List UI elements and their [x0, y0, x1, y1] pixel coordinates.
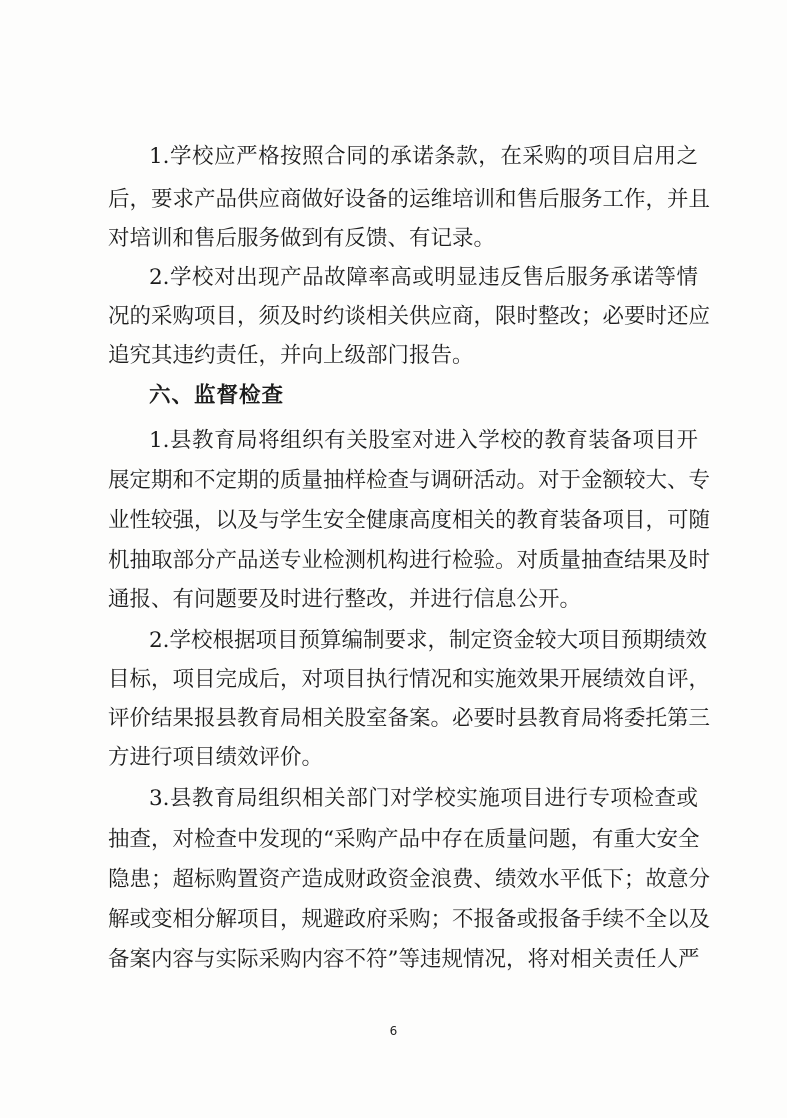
paragraph-3-line-3: 业性较强，以及与学生安全健康高度相关的教育装备项目，可随 [108, 508, 711, 533]
paragraph-1-line-2: 后，要求产品供应商做好设备的运维培训和售后服务工作，并且 [108, 187, 711, 212]
paragraph-5-line-4: 解或变相分解项目，规避政府采购；不报备或报备手续不全以及 [108, 907, 711, 932]
paragraph-4-line-3: 评价结果报县教育局相关股室备案。必要时县教育局将委托第三 [108, 706, 711, 731]
paragraph-4-line-1: 2.学校根据项目预算编制要求，制定资金较大项目预期绩效 [149, 628, 708, 653]
paragraph-1-line-3: 对培训和售后服务做到有反馈、有记录。 [108, 226, 496, 251]
paragraph-2-line-1: 2.学校对出现产品故障率高或明显违反售后服务承诺等情 [149, 265, 698, 290]
paragraph-5-line-2: 抽查，对检查中发现的“采购产品中存在质量问题，有重大安全 [108, 827, 700, 852]
paragraph-3-line-2: 展定期和不定期的质量抽样检查与调研活动。对于金额较大、专 [108, 468, 711, 493]
paragraph-3-line-4: 机抽取部分产品送专业检测机构进行检验。对质量抽查结果及时 [108, 548, 711, 573]
page-number: 6 [389, 1024, 398, 1038]
paragraph-3-line-1: 1.县教育局将组织有关股室对进入学校的教育装备项目开 [149, 428, 698, 453]
section-heading-supervision: 六、监督检查 [149, 383, 285, 408]
paragraph-2-line-3: 追究其违约责任，并向上级部门报告。 [108, 343, 474, 368]
paragraph-2-line-2: 况的采购项目，须及时约谈相关供应商，限时整改；必要时还应 [108, 304, 711, 329]
paragraph-5-line-5: 备案内容与实际采购内容不符”等违规情况，将对相关责任人严 [108, 947, 700, 972]
paragraph-4-line-4: 方进行项目绩效评价。 [108, 745, 324, 770]
paragraph-1-line-1: 1.学校应严格按照合同的承诺条款，在采购的项目启用之 [149, 144, 698, 169]
paragraph-5-line-3: 隐患；超标购置资产造成财政资金浪费、绩效水平低下；故意分 [108, 867, 711, 892]
paragraph-4-line-2: 目标，项目完成后，对项目执行情况和实施效果开展绩效自评， [108, 667, 711, 692]
paragraph-5-line-1: 3.县教育局组织相关部门对学校实施项目进行专项检查或 [149, 786, 698, 811]
paragraph-3-line-5: 通报、有问题要及时进行整改，并进行信息公开。 [108, 587, 582, 612]
